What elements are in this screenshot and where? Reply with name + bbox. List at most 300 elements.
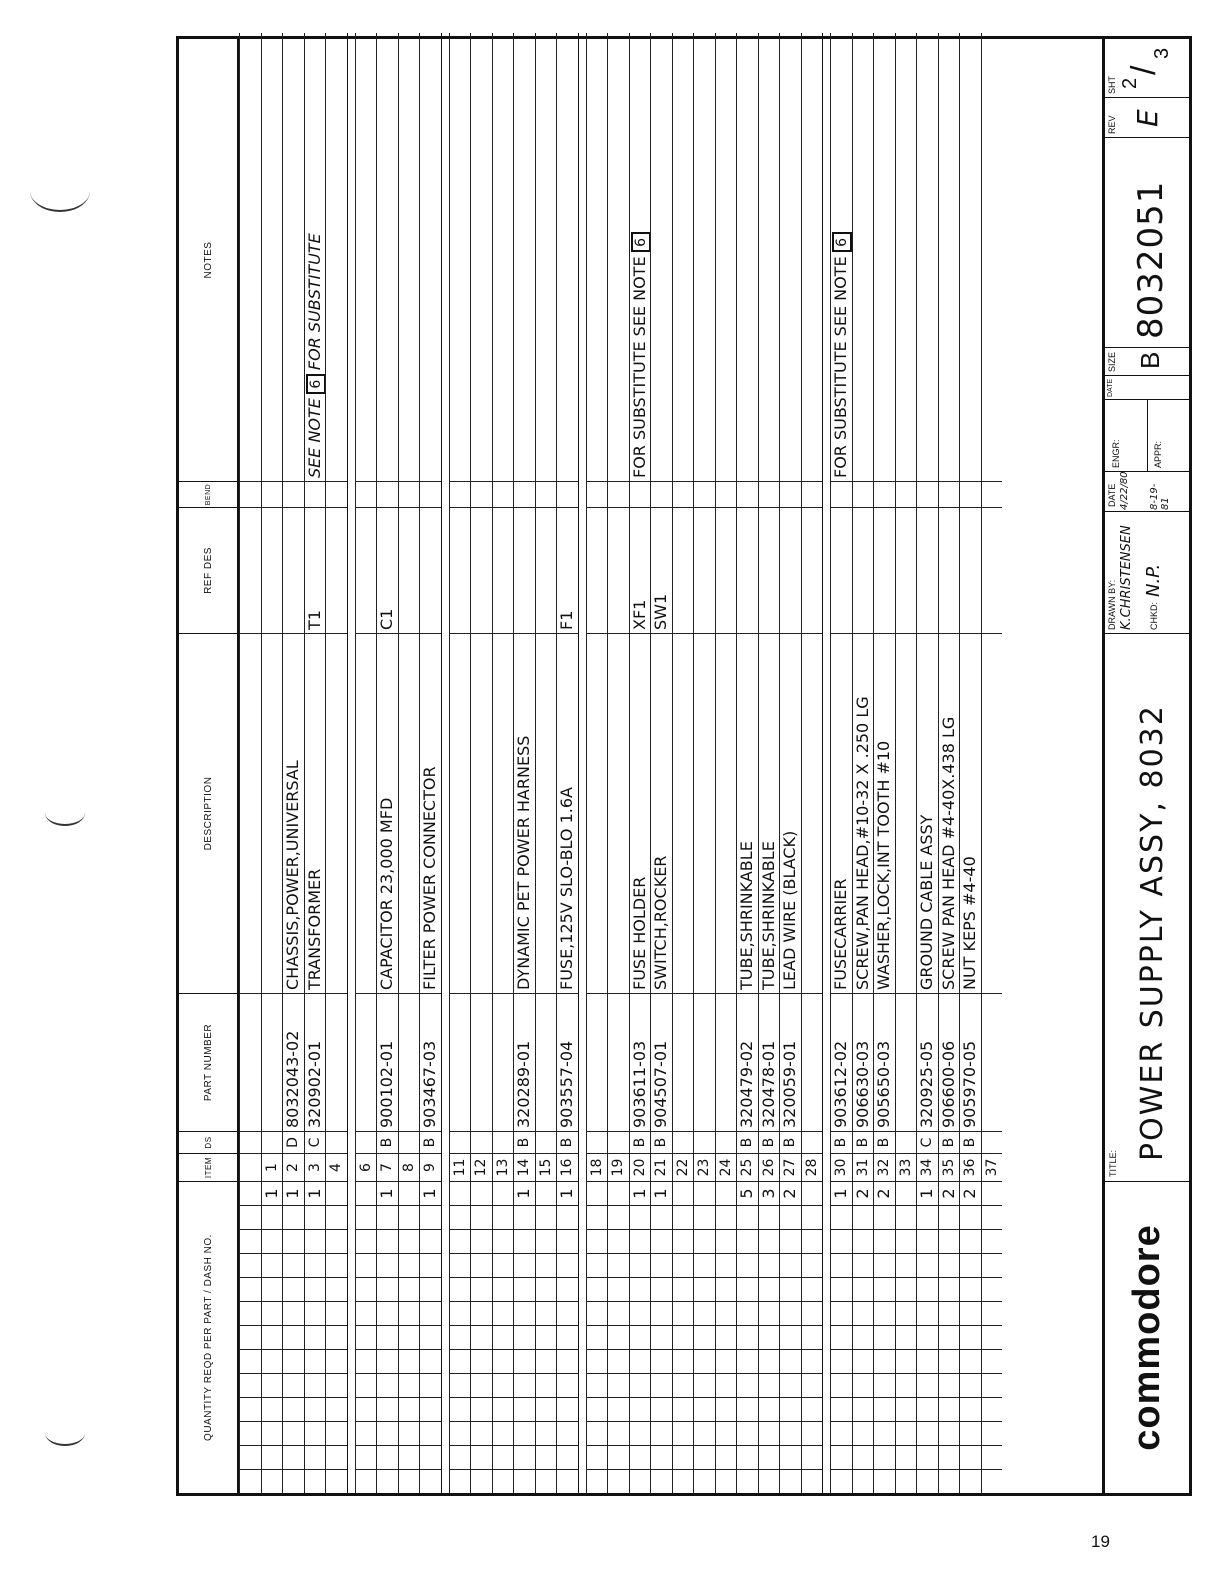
note-text: SEE NOTE — [304, 398, 324, 478]
qty-grid-cell — [262, 1229, 283, 1253]
item-number-cell: 36 — [960, 1153, 981, 1181]
qty-grid-cell — [802, 1277, 823, 1301]
qty-grid-cell — [450, 1229, 471, 1253]
bend-cell — [630, 481, 651, 507]
qty-grid-cell — [283, 1301, 304, 1325]
part-number-cell: 320479-02 — [737, 993, 758, 1131]
qty-grid-cell — [737, 1301, 758, 1325]
qty-grid-cell — [450, 1277, 471, 1301]
qty-grid-cell — [514, 1325, 535, 1349]
table-row — [586, 33, 608, 1493]
ref-des-header — [179, 507, 237, 633]
table-row — [629, 33, 651, 1493]
item-number-cell: 35 — [939, 1153, 960, 1181]
qty-grid-cell — [673, 1421, 694, 1445]
ds-cell — [326, 1131, 347, 1153]
qty-grid-cell — [399, 1373, 420, 1397]
ds-cell: B — [939, 1131, 960, 1153]
qty-grid-cell — [960, 1325, 981, 1349]
qty-grid-cell — [716, 1301, 737, 1325]
qty-grid-cell — [960, 1229, 981, 1253]
table-row — [355, 33, 377, 1493]
ds-cell — [240, 1131, 261, 1153]
item-number-cell: 32 — [874, 1153, 895, 1181]
table-row — [282, 33, 304, 1493]
description-cell — [694, 633, 715, 993]
notes-cell — [673, 39, 694, 481]
description-header-label: DESCRIPTION — [202, 776, 214, 851]
qty-grid-cell — [831, 1229, 852, 1253]
qty-cell — [896, 1181, 917, 1205]
qty-grid-cell — [651, 1349, 672, 1373]
part-number-cell: 905650-03 — [874, 993, 895, 1131]
description-cell: LEAD WIRE (BLACK) — [780, 633, 801, 993]
bend-cell — [450, 481, 471, 507]
qty-grid-cell — [853, 1421, 874, 1445]
date-label: DATE — [1107, 483, 1117, 507]
qty-grid-cell — [262, 1301, 283, 1325]
qty-grid-cell — [802, 1301, 823, 1325]
qty-grid-cell — [608, 1349, 629, 1373]
qty-grid-cell — [802, 1253, 823, 1277]
qty-cell: 2 — [939, 1181, 960, 1205]
notes-cell — [305, 39, 326, 481]
qty-grid-cell — [982, 1301, 1003, 1325]
drawn-by-name: K.CHRISTENSEN — [1119, 525, 1134, 630]
description-cell — [673, 633, 694, 993]
qty-cell — [326, 1181, 347, 1205]
qty-grid-cell — [356, 1205, 377, 1229]
qty-grid-cell — [630, 1349, 651, 1373]
qty-grid-cell — [305, 1229, 326, 1253]
qty-grid-cell — [587, 1253, 608, 1277]
bend-cell — [240, 481, 261, 507]
description-cell: FUSE,125V SLO-BLO 1.6A — [557, 633, 578, 993]
note-reference-box: 6 — [306, 374, 326, 394]
description-cell — [536, 633, 557, 993]
qty-cell: 1 — [420, 1181, 441, 1205]
qty-grid-cell — [917, 1205, 938, 1229]
part-number-cell — [399, 993, 420, 1131]
ref-des-cell — [420, 507, 441, 633]
drawing-title: POWER SUPPLY ASSY, 8032 — [1135, 704, 1170, 1161]
qty-cell: 1 — [514, 1181, 535, 1205]
qty-grid-cell — [356, 1325, 377, 1349]
notes-cell — [960, 39, 981, 481]
ds-cell: B — [514, 1131, 535, 1153]
qty-grid-cell — [587, 1229, 608, 1253]
description-cell: FILTER POWER CONNECTOR — [420, 633, 441, 993]
qty-grid-cell — [536, 1325, 557, 1349]
qty-grid-cell — [630, 1301, 651, 1325]
description-cell: SWITCH,ROCKER — [651, 633, 672, 993]
date-label-2: DATE — [1107, 378, 1114, 397]
qty-grid-cell — [399, 1301, 420, 1325]
qty-grid-cell — [651, 1397, 672, 1421]
qty-grid-cell — [853, 1301, 874, 1325]
qty-cell — [450, 1181, 471, 1205]
notes-header-label: NOTES — [202, 241, 214, 279]
part-number-cell — [608, 993, 629, 1131]
description-cell: SCREW,PAN HEAD,#10-32 X .250 LG — [853, 633, 874, 993]
qty-grid-cell — [557, 1421, 578, 1445]
qty-grid-cell — [874, 1229, 895, 1253]
qty-grid-cell — [759, 1301, 780, 1325]
description-cell — [240, 633, 261, 993]
qty-grid-cell — [557, 1469, 578, 1493]
qty-grid-cell — [240, 1229, 261, 1253]
sheet-number: 2 — [1119, 77, 1141, 89]
qty-grid-cell — [493, 1205, 514, 1229]
qty-grid-cell — [283, 1229, 304, 1253]
table-row — [470, 33, 492, 1493]
description-cell — [608, 633, 629, 993]
qty-grid-cell — [536, 1469, 557, 1493]
qty-grid-cell — [305, 1277, 326, 1301]
qty-grid-cell — [283, 1445, 304, 1469]
qty-grid-cell — [716, 1349, 737, 1373]
ref-des-cell — [536, 507, 557, 633]
item-number-cell: 21 — [651, 1153, 672, 1181]
qty-grid-cell — [780, 1301, 801, 1325]
qty-grid-cell — [737, 1325, 758, 1349]
qty-grid-cell — [982, 1445, 1003, 1469]
qty-grid-cell — [587, 1301, 608, 1325]
qty-grid-cell — [694, 1421, 715, 1445]
qty-grid-cell — [780, 1397, 801, 1421]
qty-grid-cell — [471, 1421, 492, 1445]
description-cell: CAPACITOR 23,000 MFD — [377, 633, 398, 993]
item-number-cell: 16 — [557, 1153, 578, 1181]
qty-grid-cell — [399, 1397, 420, 1421]
rev-value: E — [1131, 109, 1164, 127]
qty-grid-cell — [673, 1373, 694, 1397]
bend-cell — [896, 481, 917, 507]
qty-grid-cell — [802, 1325, 823, 1349]
qty-grid-cell — [240, 1301, 261, 1325]
bend-cell — [694, 481, 715, 507]
table-row — [916, 33, 938, 1493]
part-number-cell: 903611-03 — [630, 993, 651, 1131]
notes-cell — [240, 39, 261, 481]
qty-grid-cell — [471, 1205, 492, 1229]
drawn-by-label: DRAWN BY: — [1107, 579, 1117, 630]
item-number-cell: 12 — [471, 1153, 492, 1181]
table-row — [693, 33, 715, 1493]
description-cell — [356, 633, 377, 993]
notes-cell — [917, 39, 938, 481]
qty-cell: 1 — [651, 1181, 672, 1205]
qty-grid-cell — [356, 1253, 377, 1277]
qty-grid-cell — [536, 1205, 557, 1229]
qty-grid-cell — [356, 1397, 377, 1421]
ds-cell: C — [917, 1131, 938, 1153]
qty-grid-cell — [262, 1325, 283, 1349]
qty-grid-cell — [982, 1397, 1003, 1421]
qty-grid-cell — [305, 1421, 326, 1445]
qty-grid-cell — [694, 1277, 715, 1301]
item-number-cell: 27 — [780, 1153, 801, 1181]
item-number-cell: 9 — [420, 1153, 441, 1181]
bend-cell — [982, 481, 1003, 507]
qty-grid-cell — [557, 1205, 578, 1229]
ref-des-cell — [608, 507, 629, 633]
qty-grid-cell — [831, 1205, 852, 1229]
part-number-cell: 900102-01 — [377, 993, 398, 1131]
qty-grid-cell — [536, 1301, 557, 1325]
qty-grid-cell — [802, 1373, 823, 1397]
qty-grid-cell — [536, 1349, 557, 1373]
qty-grid-cell — [420, 1325, 441, 1349]
qty-grid-cell — [759, 1277, 780, 1301]
qty-grid-cell — [802, 1349, 823, 1373]
qty-grid-cell — [694, 1445, 715, 1469]
qty-grid-cell — [377, 1253, 398, 1277]
qty-grid-cell — [536, 1397, 557, 1421]
qty-grid-cell — [587, 1325, 608, 1349]
table-row — [779, 33, 801, 1493]
qty-grid-cell — [651, 1373, 672, 1397]
size-label: SIZE — [1107, 351, 1117, 372]
qty-grid-cell — [608, 1445, 629, 1469]
ds-cell — [608, 1131, 629, 1153]
part-number-cell — [982, 993, 1003, 1131]
qty-grid-cell — [493, 1349, 514, 1373]
description-cell — [399, 633, 420, 993]
ref-des-cell — [326, 507, 347, 633]
ds-cell: D — [283, 1131, 304, 1153]
qty-grid-cell — [694, 1349, 715, 1373]
qty-grid-cell — [326, 1253, 347, 1277]
commodore-logo: commodore — [1125, 1224, 1168, 1451]
qty-grid-cell — [305, 1397, 326, 1421]
qty-grid-cell — [377, 1421, 398, 1445]
qty-grid-cell — [759, 1325, 780, 1349]
ds-cell — [802, 1131, 823, 1153]
qty-grid-cell — [557, 1301, 578, 1325]
table-row — [758, 33, 780, 1493]
ref-des-cell — [853, 507, 874, 633]
qty-grid-cell — [450, 1469, 471, 1493]
qty-grid-cell — [939, 1229, 960, 1253]
title-cell — [1105, 633, 1189, 1181]
qty-grid-cell — [831, 1397, 852, 1421]
qty-grid-cell — [939, 1301, 960, 1325]
qty-grid-cell — [471, 1397, 492, 1421]
qty-grid-cell — [557, 1229, 578, 1253]
qty-grid-cell — [608, 1421, 629, 1445]
bend-cell — [356, 481, 377, 507]
qty-grid-cell — [917, 1229, 938, 1253]
qty-grid-cell — [896, 1469, 917, 1493]
qty-grid-cell — [917, 1253, 938, 1277]
qty-grid-cell — [262, 1373, 283, 1397]
qty-grid-cell — [283, 1421, 304, 1445]
description-cell — [471, 633, 492, 993]
title-label: TITLE: — [1108, 1149, 1118, 1177]
notes-cell — [587, 39, 608, 481]
ds-cell: B — [377, 1131, 398, 1153]
qty-grid-cell — [853, 1205, 874, 1229]
qty-grid-cell — [982, 1229, 1003, 1253]
qty-grid-cell — [356, 1469, 377, 1493]
notes-cell — [399, 39, 420, 481]
qty-grid-cell — [450, 1397, 471, 1421]
qty-grid-cell — [471, 1373, 492, 1397]
qty-grid-cell — [737, 1445, 758, 1469]
qty-grid-cell — [326, 1421, 347, 1445]
qty-grid-cell — [896, 1445, 917, 1469]
qty-cell — [536, 1181, 557, 1205]
qty-grid-cell — [630, 1253, 651, 1277]
qty-grid-cell — [853, 1253, 874, 1277]
qty-grid-cell — [853, 1349, 874, 1373]
qty-grid-cell — [917, 1325, 938, 1349]
ref-des-cell — [587, 507, 608, 633]
qty-cell — [356, 1181, 377, 1205]
description-cell: FUSE HOLDER — [630, 633, 651, 993]
notes-cell — [853, 39, 874, 481]
part-number-cell — [673, 993, 694, 1131]
qty-grid-cell — [759, 1421, 780, 1445]
bend-cell — [780, 481, 801, 507]
qty-grid-cell — [896, 1253, 917, 1277]
qty-grid-cell — [960, 1253, 981, 1277]
logo-cell — [1105, 1181, 1189, 1493]
ref-des-cell — [982, 507, 1003, 633]
qty-grid-cell — [673, 1349, 694, 1373]
bend-cell — [716, 481, 737, 507]
notes-cell — [716, 39, 737, 481]
qty-grid-cell — [262, 1205, 283, 1229]
qty-cell — [694, 1181, 715, 1205]
qty-cell: 1 — [831, 1181, 852, 1205]
qty-grid-cell — [939, 1205, 960, 1229]
row-gap — [347, 33, 355, 1493]
qty-grid-cell — [326, 1229, 347, 1253]
chkd-date: 8-19-81 — [1149, 483, 1171, 510]
qty-grid-cell — [716, 1229, 737, 1253]
part-number-cell: 903612-02 — [831, 993, 852, 1131]
qty-grid-cell — [283, 1253, 304, 1277]
item-number-cell: 15 — [536, 1153, 557, 1181]
ref-des-header-label: REF DES — [202, 547, 214, 594]
qty-grid-cell — [399, 1445, 420, 1469]
ds-cell — [536, 1131, 557, 1153]
notes-cell — [896, 39, 917, 481]
qty-cell: 2 — [780, 1181, 801, 1205]
qty-grid-cell — [326, 1469, 347, 1493]
qty-grid-cell — [377, 1373, 398, 1397]
qty-grid-cell — [514, 1253, 535, 1277]
qty-grid-cell — [630, 1445, 651, 1469]
ds-cell — [493, 1131, 514, 1153]
qty-grid-cell — [694, 1469, 715, 1493]
qty-grid-cell — [673, 1229, 694, 1253]
qty-cell: 2 — [874, 1181, 895, 1205]
qty-grid-cell — [960, 1205, 981, 1229]
ref-des-cell — [917, 507, 938, 633]
item-number-cell: 3 — [305, 1153, 326, 1181]
qty-grid-cell — [780, 1445, 801, 1469]
ds-header-label: DS — [203, 1136, 213, 1149]
table-row — [419, 33, 441, 1493]
qty-grid-cell — [587, 1469, 608, 1493]
item-number-cell: 23 — [694, 1153, 715, 1181]
drawn-date: 4/22/80 — [1119, 471, 1130, 510]
ref-des-cell — [514, 507, 535, 633]
table-row — [376, 33, 398, 1493]
ds-cell: B — [960, 1131, 981, 1153]
qty-grid-cell — [960, 1349, 981, 1373]
qty-grid-cell — [831, 1469, 852, 1493]
notes-cell — [737, 39, 758, 481]
qty-grid-cell — [982, 1349, 1003, 1373]
notes-header — [179, 39, 237, 481]
qty-grid-cell — [399, 1205, 420, 1229]
qty-grid-cell — [587, 1397, 608, 1421]
qty-grid-cell — [240, 1469, 261, 1493]
qty-grid-cell — [305, 1301, 326, 1325]
part-number-cell: 903557-04 — [557, 993, 578, 1131]
ds-cell — [716, 1131, 737, 1153]
item-number-cell: 14 — [514, 1153, 535, 1181]
bend-cell — [673, 481, 694, 507]
qty-grid-cell — [780, 1349, 801, 1373]
item-number-cell: 28 — [802, 1153, 823, 1181]
qty-grid-cell — [377, 1301, 398, 1325]
qty-grid-cell — [420, 1373, 441, 1397]
ds-cell: B — [420, 1131, 441, 1153]
qty-grid-cell — [716, 1373, 737, 1397]
qty-grid-cell — [780, 1373, 801, 1397]
appr-label: APPR: — [1153, 440, 1163, 468]
qty-grid-cell — [874, 1301, 895, 1325]
qty-grid-cell — [802, 1229, 823, 1253]
notes-cell — [557, 39, 578, 481]
item-number-cell: 18 — [587, 1153, 608, 1181]
qty-grid-cell — [557, 1325, 578, 1349]
ref-des-cell — [802, 507, 823, 633]
part-number-cell — [471, 993, 492, 1131]
qty-grid-cell — [853, 1469, 874, 1493]
note-text: FOR SUBSTITUTE SEE NOTE — [831, 256, 850, 478]
bend-cell — [493, 481, 514, 507]
qty-grid-cell — [326, 1205, 347, 1229]
notes-cell — [802, 39, 823, 481]
bend-cell — [960, 481, 981, 507]
part-number-cell: 320902-01 — [305, 993, 326, 1131]
table-row — [513, 33, 535, 1493]
ref-des-cell: XF1 — [630, 507, 651, 633]
qty-grid-cell — [471, 1229, 492, 1253]
ref-des-cell: F1 — [557, 507, 578, 633]
qty-grid-cell — [608, 1325, 629, 1349]
qty-grid-cell — [262, 1445, 283, 1469]
item-number-cell: 4 — [326, 1153, 347, 1181]
ref-des-cell — [240, 507, 261, 633]
qty-grid-cell — [960, 1301, 981, 1325]
qty-grid-cell — [262, 1277, 283, 1301]
qty-grid-cell — [759, 1373, 780, 1397]
bend-cell — [917, 481, 938, 507]
qty-grid-cell — [305, 1205, 326, 1229]
qty-cell: 1 — [917, 1181, 938, 1205]
qty-grid-cell — [471, 1301, 492, 1325]
qty-grid-cell — [960, 1445, 981, 1469]
qty-grid-cell — [587, 1421, 608, 1445]
row-gap — [441, 33, 449, 1493]
